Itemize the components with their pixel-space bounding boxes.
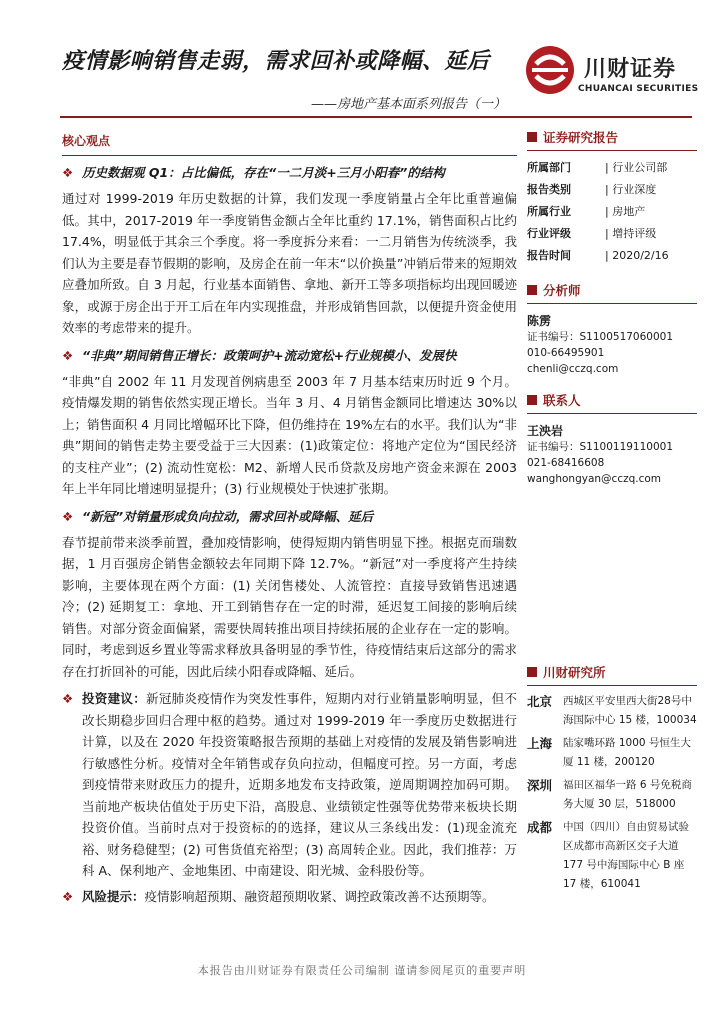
sidebar-divider — [527, 413, 697, 414]
bullet-history — [62, 162, 517, 184]
sidebar-divider — [527, 303, 697, 304]
info-row: 报告时间 | 2020/2/16 — [527, 249, 669, 262]
sidebar-divider — [527, 685, 697, 686]
page-footer: 本报告由川财证券有限责任公司编制 谨请参阅尾页的重要声明 — [197, 964, 527, 977]
contact-phone: 021-68416608 — [527, 457, 605, 469]
analyst-name: 陈雳 — [527, 314, 552, 328]
core-heading: 核心观点 — [62, 134, 111, 148]
analyst-heading: 分析师 — [527, 281, 697, 299]
logo-text-cn: 川财证券 — [584, 57, 677, 82]
investment-lead: 投资建议： — [82, 691, 147, 706]
info-row: 所属行业 | 房地产 — [527, 205, 646, 218]
contact-heading: 联系人 — [527, 391, 697, 409]
risk-lead: 风险提示： — [82, 888, 145, 904]
bullet-risk — [62, 886, 517, 908]
para-sars: “非典”自 2002 年 11 月发现首例病患至 2003 年 7 月基本结束历时近 9 个月。疫情爆发期的销售依然实现正增长。当年 3 月、4 月销售金额同比增速达 30%以上；销售面积 4 月同比增幅环比下降，但仍维持在 19%左右的水平。我们认为“非典”期间的销售走势主要受益于三大因素：(1)政策定位：将地产定位为“国民经济的支柱产业”；(2) 流动性宽松：M2、新增人民币贷款及房地产资金来源在 2003 年上半年同比增速明显提升；(3) 行业规模处于快速扩张期。 — [62, 373, 517, 496]
square-bullet-icon — [527, 395, 537, 405]
address-shenzhen: 深圳 福田区福华一路 6 号免税商务大厦 30 层，518000 — [527, 778, 692, 810]
institute-heading: 川财研究所 — [527, 663, 697, 681]
bullet-sars — [62, 345, 517, 367]
square-bullet-icon — [527, 132, 537, 142]
square-bullet-icon — [527, 285, 537, 295]
info-row: 所属部门 | 行业公司部 — [527, 161, 668, 174]
investment-text: 新冠肺炎疫情作为突发性事件，短期内对行业销量影响明显，但不改长期稳步回归合理中枢的趋势。通过对 1999-2019 年一季度历史数据进行计算，以及在 2020 年投资策略报告预期的基础上对疫情的发展及销售影响进行敏感性分析。疫情对全年销售或存负向拉动，但幅度可控。另一方面，考虑到疫情带来财政压力的提升，近期多地发布支持政策，逆周期调控加码可期。当前地产板块估值处于历史下沿，高股息、业绩锁定性强等优势带来板块长期投资价值。当前时点对于投资标的的选择，建议从三条线出发：(1)现金流充裕、财务稳健型；(2) 可售货值充裕型；(3) 高周转企业。因此，我们推荐：万科 A、保利地产、金地集团、中南建设、阳光城、金科股份等。 — [82, 691, 517, 878]
para-covid: 春节提前带来淡季前置，叠加疫情影响，使得短期内销售明显下挫。根据克而瑞数据，1 月百强房企销售金额较去年同期下降 12.7%。“新冠”对一季度将产生持续影响，主要体现在两个方面：(1) 关闭售楼处、人流管控：直接导致销售迅速遇冷；(2) 延期复工：拿地、开工到销售存在一定的时滞，延迟复工间接的影响后续销售。对部分资金面偏紧，需要快周转推出项目持续拓展的企业存在一定的影响。同时，考虑到返乡置业等需求释放具备明显的季节性，待疫情结束后这部分的需求存在打折回补的可能，因此后续小阳春或降幅、延后。 — [62, 534, 517, 679]
address-beijing: 北京 西城区平安里西大街28号中海国际中心 15 楼，100034 — [527, 694, 697, 726]
analyst-phone: 010-66495901 — [527, 347, 605, 359]
analyst-cert: 证书编号：S1100517060001 — [527, 331, 674, 343]
contact-cert: 证书编号：S1100119110001 — [527, 441, 674, 453]
report-subtitle: ——房地产基本面系列报告（一） — [310, 97, 506, 112]
diamond-bullet-icon: ❖ — [62, 508, 74, 524]
report-info-list — [527, 157, 697, 267]
sidebar-divider — [527, 150, 697, 151]
core-column — [62, 128, 517, 907]
info-row: 行业评级 | 增持评级 — [527, 227, 657, 240]
bullet-sars-title: “非典”期间销售正增长：政策呵护+流动宽松+行业规模小、发展快 — [82, 347, 457, 363]
logo-text-en: CHUANCAI SECURITIES — [578, 84, 699, 94]
diamond-bullet-icon: ❖ — [62, 347, 74, 363]
contact-name: 王泱岩 — [527, 424, 564, 438]
contact-email[interactable]: wanghongyan@cczq.com — [527, 473, 662, 485]
report-info-heading: 证券研究报告 — [527, 128, 697, 146]
bullet-history-title: 历史数据观 Q1：占比偏低，存在“一二月淡+三月小阳春”的结构 — [82, 165, 445, 180]
address-chengdu: 成都 中国（四川）自由贸易试验区成都市高新区交子大道 177 号中海国际中心 B 座 17 楼，610041 — [527, 820, 689, 890]
diamond-bullet-icon: ❖ — [62, 888, 74, 904]
risk-text: 疫情影响超预期、融资超预期收紧、调控政策改善不达预期等。 — [144, 888, 495, 904]
bullet-covid-title: “新冠”对销量形成负向拉动，需求回补或降幅、延后 — [82, 508, 374, 524]
report-title: 疫情影响销售走弱，需求回补或降幅、延后 — [62, 48, 490, 74]
info-row: 报告类别 | 行业深度 — [527, 183, 657, 196]
para-history: 通过对 1999-2019 年历史数据的计算，我们发现一季度销量占全年比重普遍偏低。其中，2017-2019 年一季度销售金额占全年比重约 17.1%，销售面积占比约 17.4%，明显低于其余三个季度。将一季度拆分来看：一二月销售为传统淡季，我们认为主要是春节假期的影响，及房企在前一年末“以价换量”冲销后带来的短期效应叠加所致。自 3 月起，行业基本面销售、拿地、新开工等多项指标均出现回暖迹象，或源于房企出于开工后在年内实现推盘，并形成销售回款，以便提升资金使用效率的考虑带来的提升。 — [62, 191, 517, 335]
diamond-bullet-icon: ❖ — [62, 165, 74, 180]
address-shanghai: 上海 陆家嘴环路 1000 号恒生大厦 11 楼，200120 — [527, 736, 691, 768]
sidebar — [527, 128, 697, 898]
bullet-investment — [62, 688, 517, 882]
header-divider — [60, 116, 692, 118]
diamond-bullet-icon: ❖ — [62, 691, 74, 706]
analyst-email[interactable]: chenli@cczq.com — [527, 363, 619, 375]
chuancai-logo-icon — [526, 46, 574, 94]
core-divider — [62, 155, 517, 156]
square-bullet-icon — [527, 667, 537, 677]
bullet-covid — [62, 506, 517, 528]
